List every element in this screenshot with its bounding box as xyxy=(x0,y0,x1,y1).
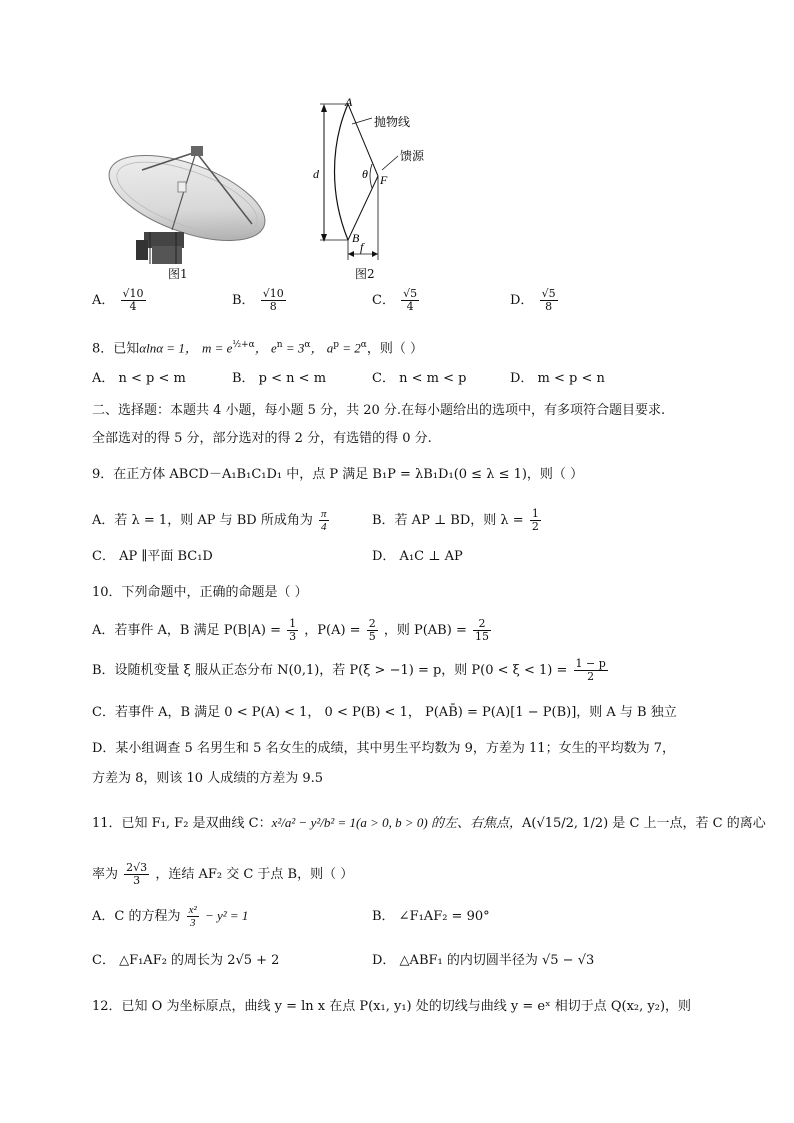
section-2-instructions-line-2: 全部选对的得 5 分，部分选对的得 2 分，有选错的得 0 分. xyxy=(92,431,432,446)
q11-stem-line-2: 率为 $\frac{2√3}{3}$ ，连结 AF₂ 交 C 于点 B，则（ ） xyxy=(92,861,354,887)
q9-option-a: A．若 λ = 1，则 AP 与 BD 所成角为 $\frac{\pi}{4}$ xyxy=(92,508,327,533)
q11-option-b: B． ∠F₁AF₂ = 90° xyxy=(372,909,490,924)
figure-1-caption: 图1 xyxy=(168,267,188,281)
q11-option-c: C． △F₁AF₂ 的周长为 2√5 + 2 xyxy=(92,953,280,968)
label-theta: θ xyxy=(362,167,368,181)
q9-option-c: C． AP ∥平面 BC₁D xyxy=(92,549,213,564)
q11-option-a: A．C 的方程为 $\frac{\text{x²}}{3}$ − y² = 1 xyxy=(92,904,249,929)
q8-option-b: B． p < n < m xyxy=(232,371,327,386)
q11-stem-line-1: 11．已知 F₁, F₂ 是双曲线 C：x²/a² − y²/b² = 1(a > 0, b > 0) 的左、右焦点，A(√15/2, 1/2) 是 C 上一点，若 C 的离心 xyxy=(92,815,766,831)
q10-stem: 10．下列命题中，正确的命题是（ ） xyxy=(92,585,308,600)
q12-stem: 12．已知 O 为坐标原点，曲线 y = ln x 在点 P(x₁, y₁) 处的切线与曲线 y = eˣ 相切于点 Q(x₂, y₂)，则 xyxy=(92,999,692,1014)
q7-option-b: B． $\frac{√10}{8}$ xyxy=(232,287,284,313)
q10-option-d-line-1: D．某小组调查 5 名男生和 5 名女生的成绩，其中男生平均数为 9，方差为 11；女生的平均数为 7， xyxy=(92,741,675,756)
q9-stem: 9．在正方体 ABCD－A₁B₁C₁D₁ 中，点 P 满足 B₁P = λB₁D₁(0 ≤ λ ≤ 1)，则（ ） xyxy=(92,467,584,482)
label-A: A xyxy=(345,96,353,109)
q9-option-b: B．若 AP ⊥ BD，则 λ = $\frac{1}{2}$ xyxy=(372,507,539,533)
q10-option-d-line-2: 方差为 8，则该 10 人成绩的方差为 9.5 xyxy=(92,771,324,786)
figure-2-caption: 图2 xyxy=(355,267,375,281)
q7-option-a: A． $\frac{√10}{4}$ xyxy=(92,287,144,313)
figure-1 xyxy=(92,140,272,270)
label-f: f xyxy=(360,240,364,254)
q8-option-a: A． n < p < m xyxy=(92,371,186,386)
q7-option-d: D． $\frac{√5}{8}$ xyxy=(510,287,556,313)
section-2-instructions-line-1: 二、选择题：本题共 4 小题，每小题 5 分，共 20 分.在每小题给出的选项中，有多项符合题目要求. xyxy=(92,403,666,418)
label-F: F xyxy=(380,173,388,187)
q11-option-d: D． △ABF₁ 的内切圆半径为 √5 − √3 xyxy=(372,953,595,968)
q8-stem: 8．已知αlnα = 1， $m = e^{\frac{1}{2}+\alpha}$， $e^n = 3^\alpha$， $a^p = 2^\alpha$，则（ ） xyxy=(92,340,423,357)
figure-2 xyxy=(312,96,442,264)
label-feed: 馈源 xyxy=(400,149,425,163)
q8-option-c: C． n < m < p xyxy=(372,371,467,386)
q10-option-b: B．设随机变量 ξ 服从正态分布 N(0,1)，若 P(ξ > −1) = p，则 P(0 < ξ < 1) = $\frac{1 - p}{2}$ xyxy=(92,657,606,683)
q10-option-a: A．若事件 A，B 满足 P(B|A) = $\frac{1}{3}$ ，P(A) = $\frac{2}{5}$ ，则 P(AB) = $\frac{2}{15}$ xyxy=(92,617,489,643)
q9-option-d: D． A₁C ⊥ AP xyxy=(372,549,463,564)
label-B: B xyxy=(352,231,360,245)
label-d: d xyxy=(313,167,319,181)
satellite-dish-illustration xyxy=(92,140,272,270)
parabola-diagram xyxy=(312,96,442,264)
label-parabola: 抛物线 xyxy=(374,115,411,129)
q10-option-c: C．若事件 A，B 满足 0 < P(A) < 1， 0 < P(B) < 1， P(AB̄) = P(A)[1 − P(B)]，则 A 与 B 独立 xyxy=(92,705,677,720)
q7-option-c: C． $\frac{√5}{4}$ xyxy=(372,287,418,313)
q8-option-d: D． m < p < n xyxy=(510,371,605,386)
